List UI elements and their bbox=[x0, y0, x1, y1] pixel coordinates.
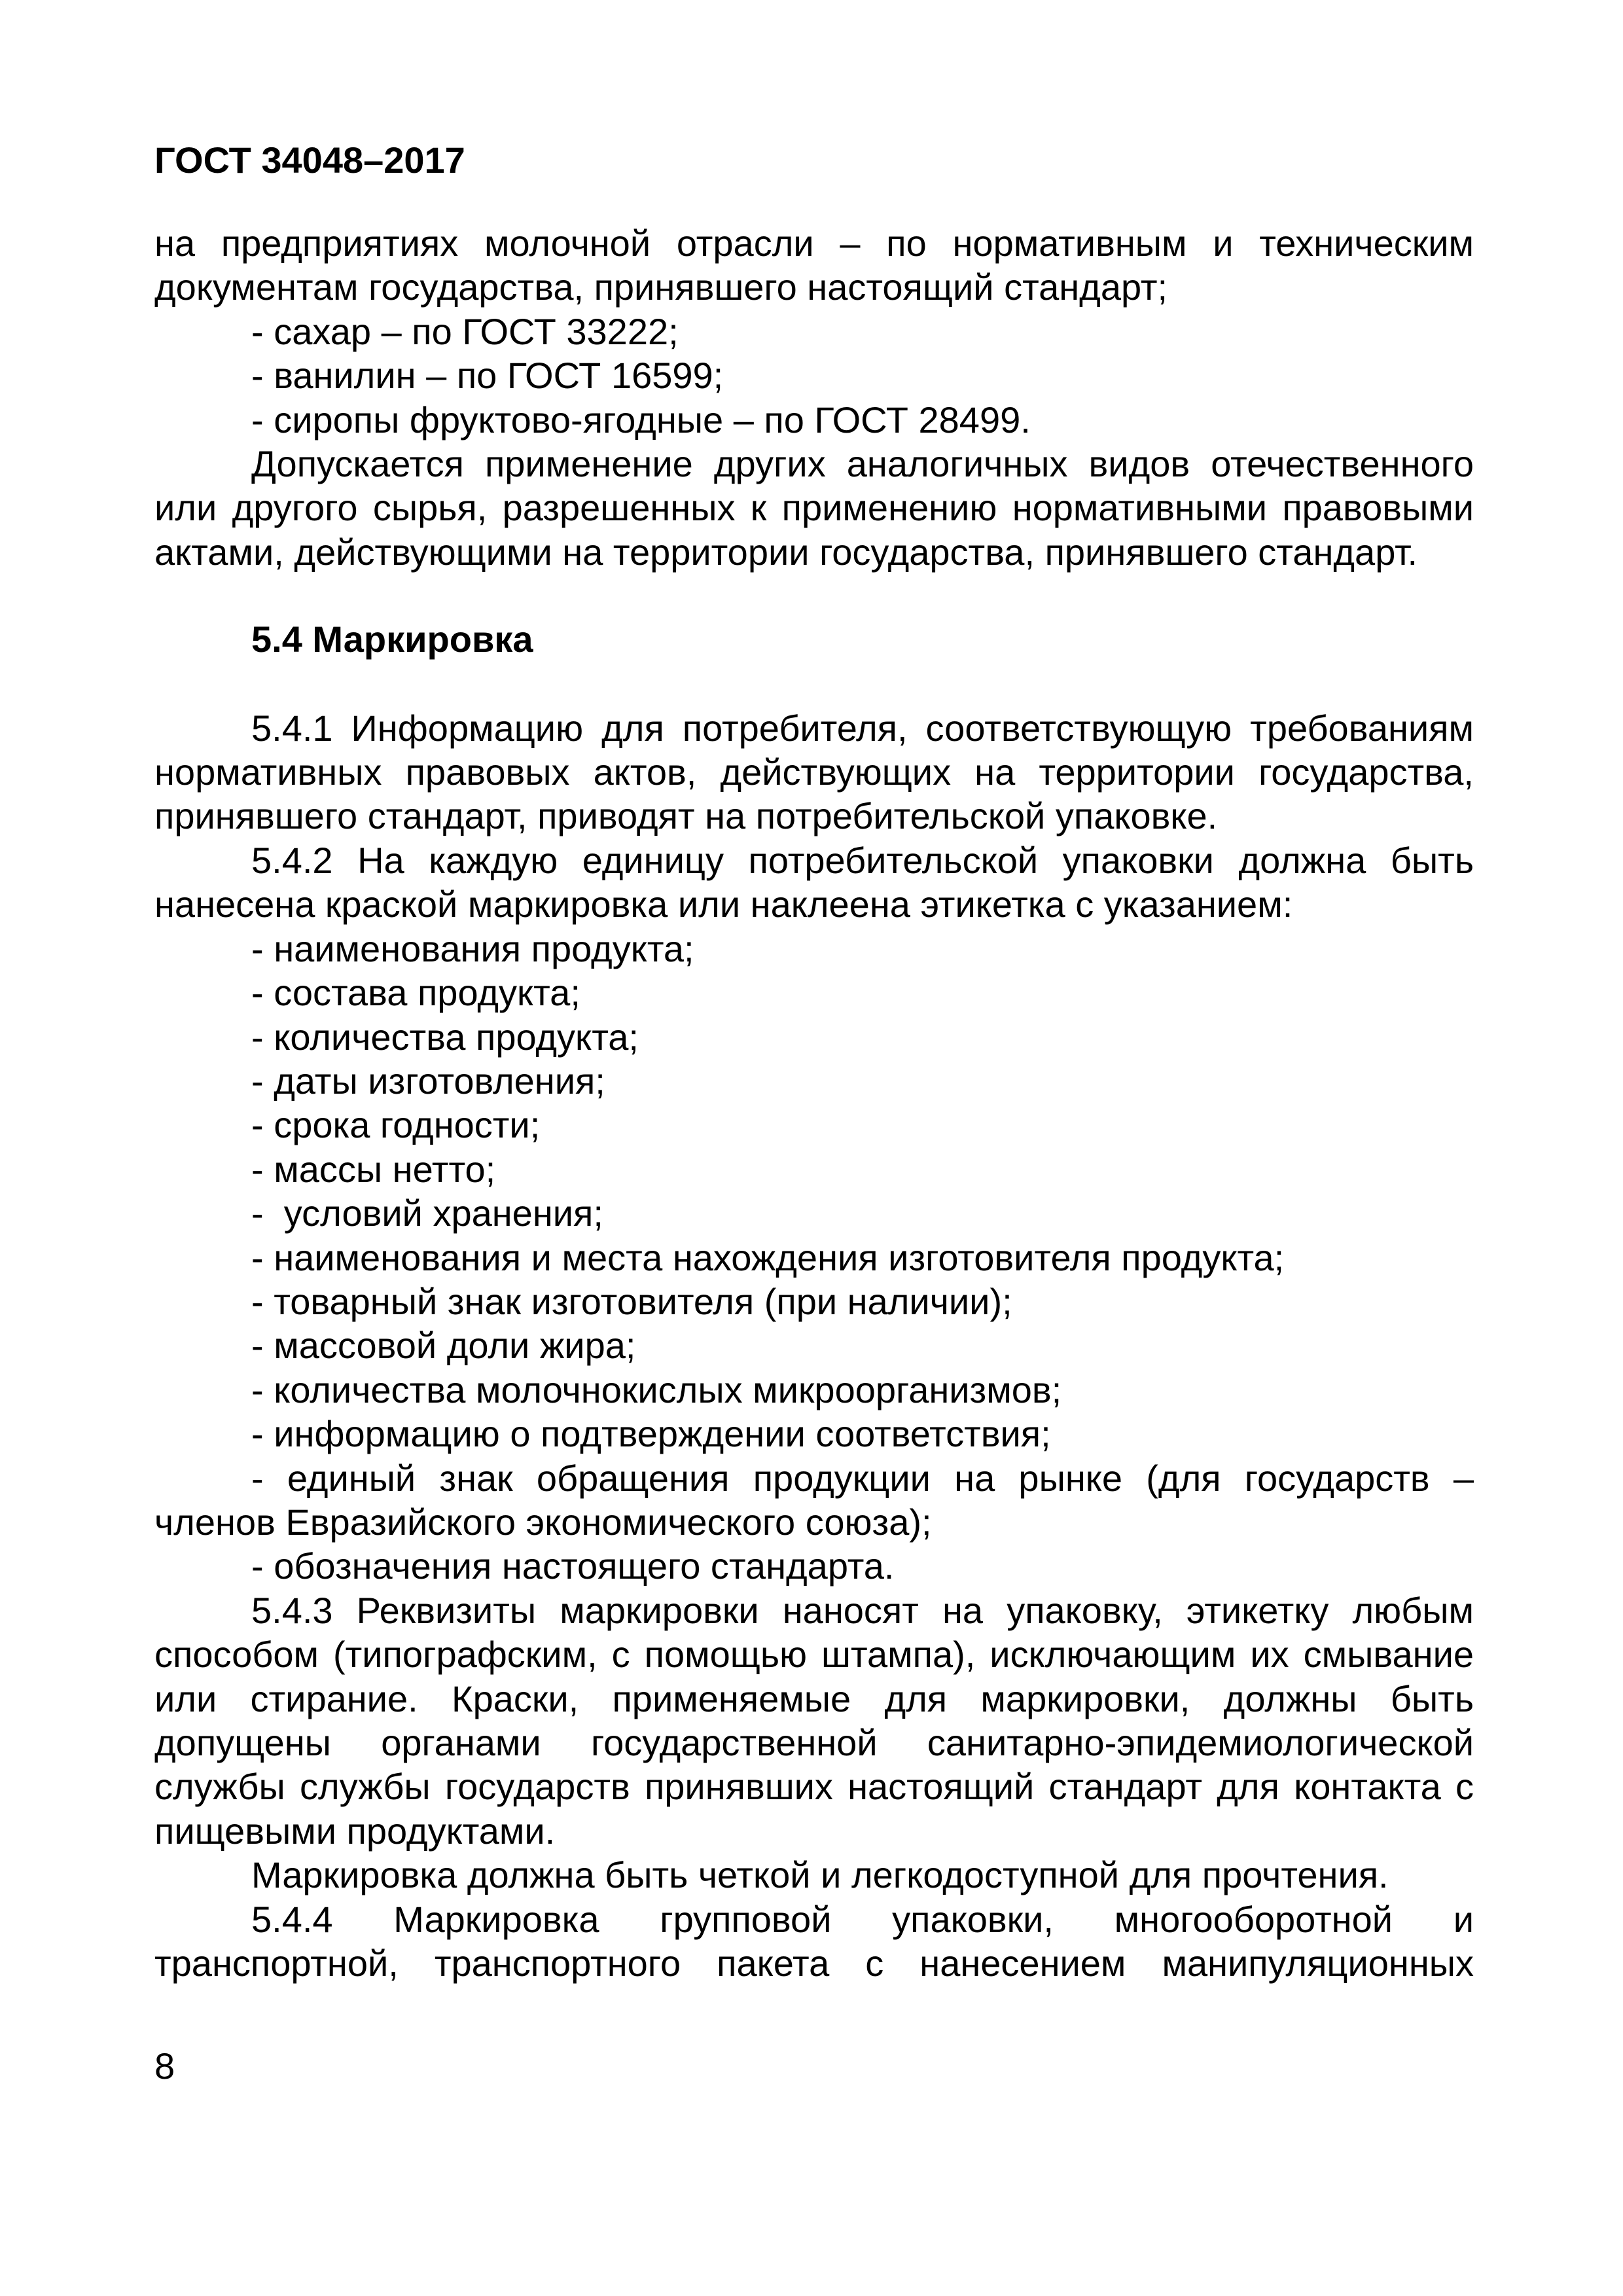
list-item: - массы нетто; bbox=[251, 1148, 496, 1190]
list-item: - товарный знак изготовителя (при наличии); bbox=[251, 1280, 1012, 1322]
list-item: - даты изготовления; bbox=[251, 1060, 605, 1102]
paragraph-5-4-4: 5.4.4 Маркировка групповой упаковки, многооборотной и транспортной, транспортного пакета с нанесением манипуляционных bbox=[154, 1898, 1474, 1984]
paragraph-5-4-2: 5.4.2 На каждую единицу потребительской упаковки должна быть нанесена краской маркировка или наклеена этикетка с указанием: bbox=[154, 839, 1474, 925]
list-item: - сахар – по ГОСТ 33222; bbox=[251, 310, 679, 352]
list-item: - сиропы фруктово-ягодные – по ГОСТ 28499. bbox=[251, 399, 1031, 440]
list-item: - информацию о подтверждении соответствия; bbox=[251, 1413, 1051, 1455]
document-header: ГОСТ 34048–2017 bbox=[154, 139, 465, 181]
list-item: - наименования продукта; bbox=[251, 927, 694, 969]
paragraph-5-4-3: 5.4.3 Реквизиты маркировки наносят на упаковку, этикетку любым способом (типографским, с помощью штампа), исключающим их смывание или стирание. Краски, применяемые для маркировки, должны быть допущены органами государственной санитарно-эпидемиологической службы службы государств принявших настоящий стандарт для контакта с пищевыми продуктами. bbox=[154, 1589, 1474, 1852]
allowed-paragraph: Допускается применение других аналогичных видов отечественного или другого сырья, разрешенных к применению нормативными правовыми актами, действующими на территории государства, принявшего стандарт. bbox=[154, 443, 1474, 573]
document-body bbox=[154, 221, 1474, 1985]
list-item: - количества молочнокислых микроорганизмов; bbox=[251, 1369, 1062, 1410]
legibility-paragraph: Маркировка должна быть четкой и легкодоступной для прочтения. bbox=[251, 1854, 1389, 1896]
list-item: - срока годности; bbox=[251, 1104, 541, 1146]
list-item: - массовой доли жира; bbox=[251, 1325, 636, 1367]
list-item: - ванилин – по ГОСТ 16599; bbox=[251, 355, 724, 397]
section-title: 5.4 Маркировка bbox=[251, 619, 533, 660]
page-number: 8 bbox=[154, 2045, 175, 2087]
list-item-eac: - единый знак обращения продукции на рынке (для государств – членов Евразийского экономического союза); bbox=[154, 1457, 1474, 1543]
paragraph-5-4-1: 5.4.1 Информацию для потребителя, соответствующую требованиям нормативных правовых актов, действующих на территории государства, принявшего стандарт, приводят на потребительской упаковке. bbox=[154, 707, 1474, 837]
list-item: - количества продукта; bbox=[251, 1016, 639, 1058]
intro-continuation: на предприятиях молочной отрасли – по нормативным и техническим документам государства, принявшего настоящий стандарт; bbox=[154, 223, 1474, 308]
list-item: - наименования и места нахождения изготовителя продукта; bbox=[251, 1236, 1285, 1278]
list-item: - условий хранения; bbox=[251, 1193, 603, 1234]
list-item: - состава продукта; bbox=[251, 972, 580, 1014]
list-item: - обозначения настоящего стандарта. bbox=[251, 1545, 895, 1587]
